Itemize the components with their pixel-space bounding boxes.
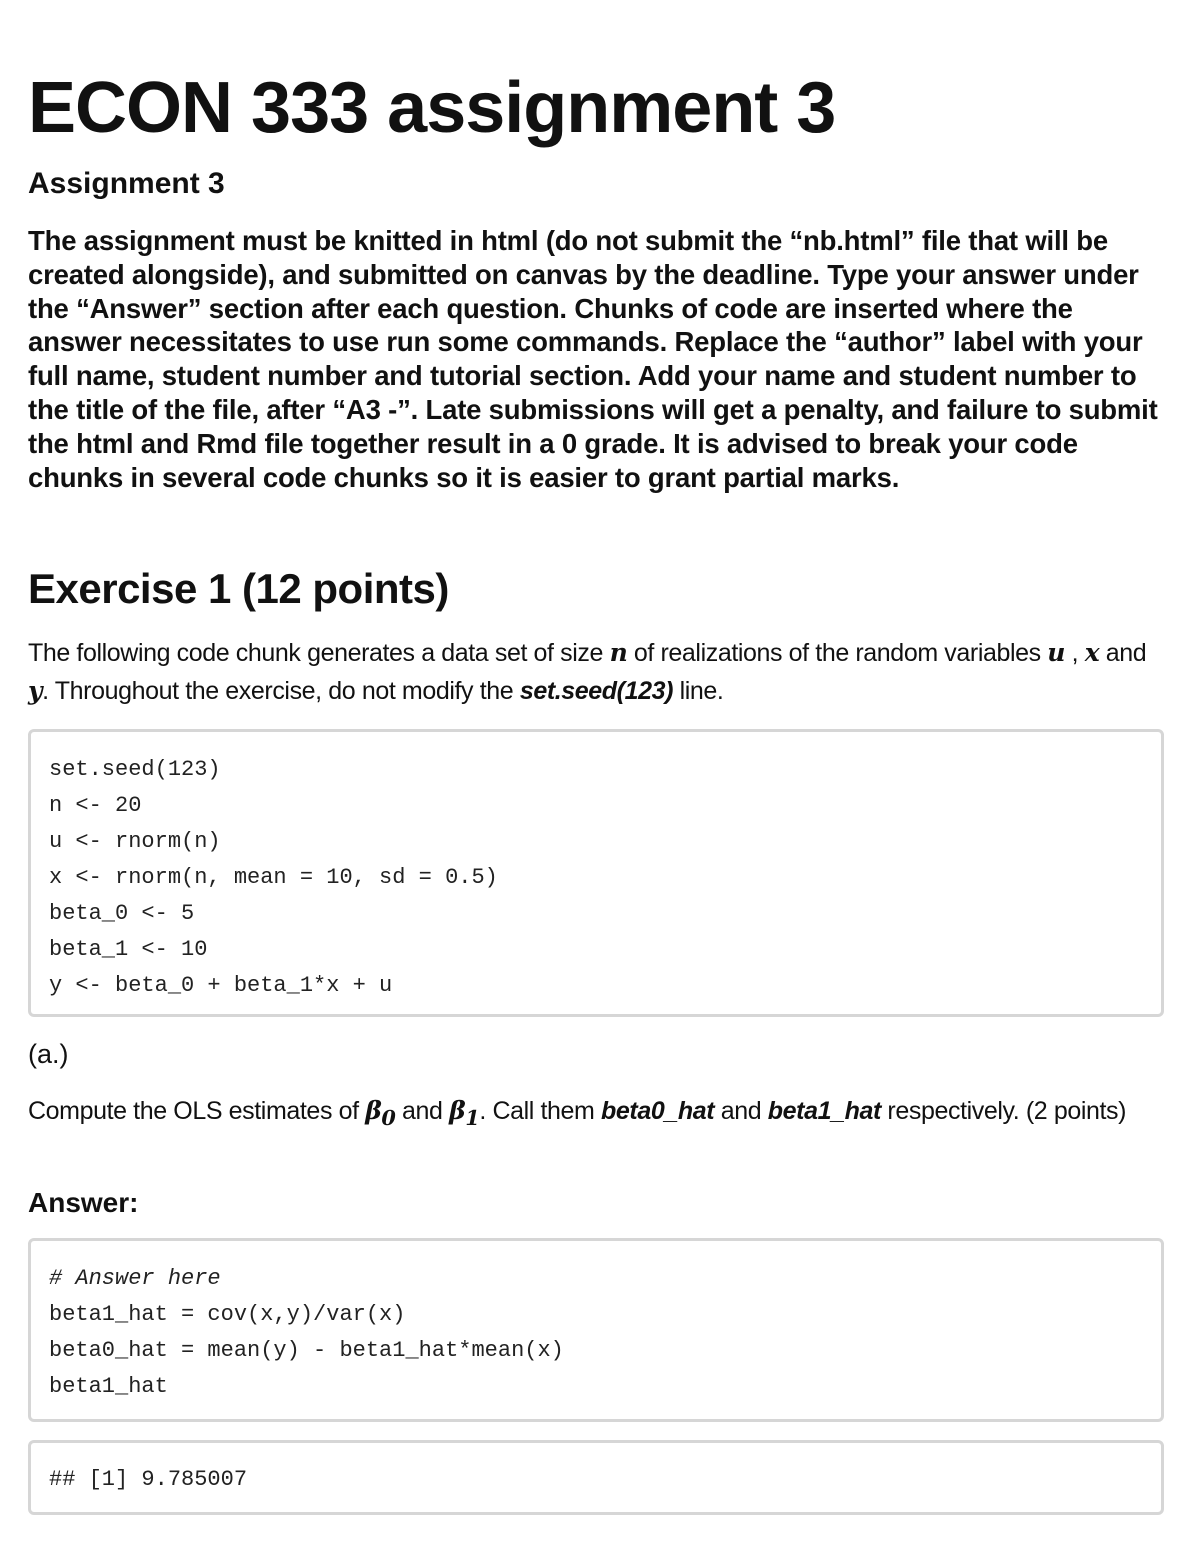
code-comment-line: # Answer here: [49, 1266, 221, 1291]
math-beta-1: [449, 1096, 480, 1130]
question-text: . Call them: [479, 1097, 602, 1125]
inline-code-beta1-hat: beta1_hat: [767, 1097, 881, 1125]
code-line: beta_1 <- 10: [49, 937, 208, 962]
exercise-1-heading: Exercise 1 (12 points): [28, 565, 449, 612]
answer-label: Answer:: [28, 1187, 139, 1218]
inline-code-set-seed: set.seed(123): [519, 677, 674, 705]
question-text: and: [714, 1097, 768, 1125]
beta-symbol: β: [449, 1096, 466, 1125]
beta-symbol: β: [365, 1096, 382, 1125]
question-text: and: [395, 1097, 450, 1125]
intro-text: of realizations of the random variables: [627, 639, 1048, 667]
answer-code-block: [28, 1238, 1164, 1422]
math-var-y: y: [28, 676, 43, 705]
beta-subscript: 1: [465, 1105, 480, 1130]
code-output-block: [28, 1440, 1164, 1515]
code-line: beta1_hat: [49, 1374, 168, 1399]
math-var-x: x: [1084, 638, 1100, 667]
code-line: beta_0 <- 5: [49, 901, 195, 926]
code-line: beta1_hat = cov(x,y)/var(x): [49, 1302, 406, 1327]
document-title: ECON 333 assignment 3: [28, 68, 836, 148]
math-var-n: n: [609, 638, 628, 667]
code-line: y <- beta_0 + beta_1*x + u: [49, 973, 393, 998]
code-line: x <- rnorm(n, mean = 10, sd = 0.5): [49, 865, 498, 890]
intro-text: line.: [673, 677, 724, 705]
beta-subscript: 0: [381, 1105, 396, 1130]
code-line: beta0_hat = mean(y) - beta1_hat*mean(x): [49, 1338, 564, 1363]
part-a-question: [28, 1092, 1170, 1136]
assignment-instructions: The assignment must be knitted in html (do not submit the “nb.html” file that will be created alongside), and submitted on canvas by the deadline. Type your answer under the “Answer” section after each question. Chunks of code are inserted where the answer necessitates to use run some commands. Replace the “author” label with your full name, student number and tutorial section. Add your name and student number to the title of the file, after “A3 -”. Late submissions will get a penalty, and failure to submit the html and Rmd file together result in a 0 grade. It is advised to break your code chunks in several code chunks so it is easier to grant partial marks.: [28, 225, 1158, 493]
math-beta-0: [365, 1096, 396, 1130]
exercise-1-intro: [28, 634, 1170, 710]
code-output-line: ## [1] 9.785007: [49, 1467, 248, 1492]
intro-text: and: [1099, 639, 1147, 667]
question-text: respectively. (2 points): [880, 1097, 1127, 1125]
part-a-label: (a.): [28, 1039, 69, 1069]
inline-code-beta0-hat: beta0_hat: [601, 1097, 715, 1125]
intro-text: ,: [1065, 639, 1085, 667]
code-line: u <- rnorm(n): [49, 829, 221, 854]
code-line: n <- 20: [49, 793, 142, 818]
code-line: set.seed(123): [49, 757, 221, 782]
question-text: Compute the OLS estimates of: [28, 1097, 366, 1125]
math-var-u: u: [1047, 638, 1066, 667]
setup-code-block: [28, 729, 1164, 1017]
document-subtitle: Assignment 3: [28, 167, 225, 200]
intro-text: The following code chunk generates a data set of size: [28, 639, 610, 667]
intro-text: . Throughout the exercise, do not modify the: [42, 677, 520, 705]
